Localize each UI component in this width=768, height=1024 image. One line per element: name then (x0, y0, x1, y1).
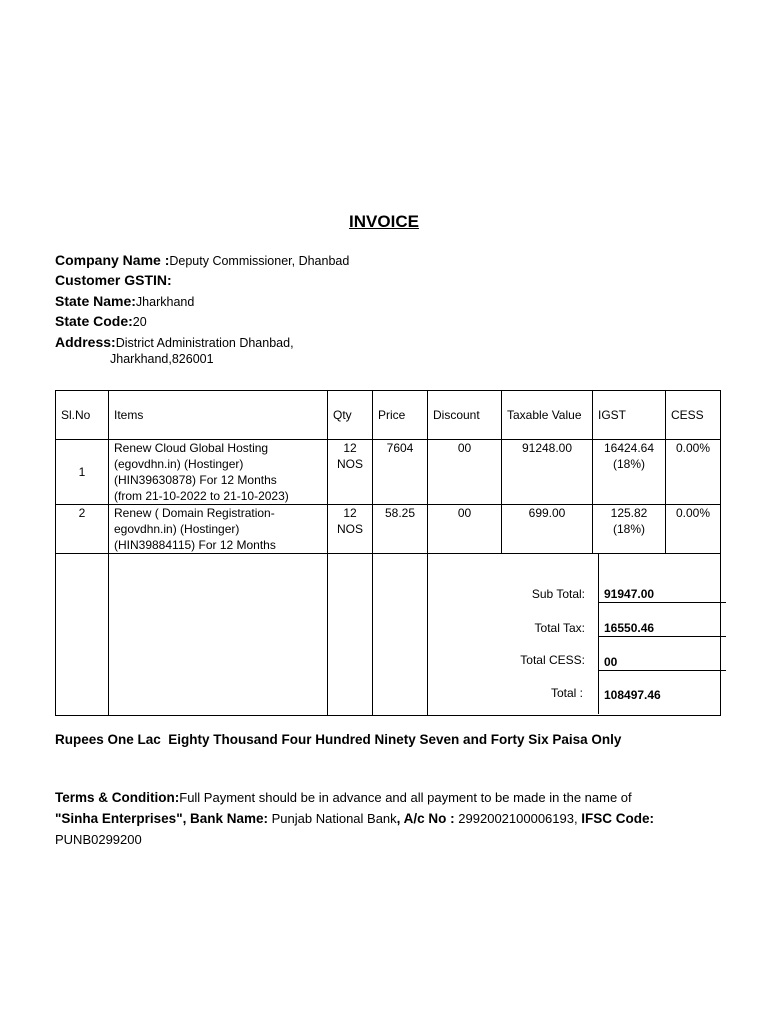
header-qty: Qty (328, 391, 373, 440)
item-line: (from 21-10-2022 to 21-10-2023) (114, 489, 289, 503)
totals-area (428, 554, 721, 716)
row-cess: 0.00% (666, 505, 721, 554)
row-item-description (109, 505, 328, 554)
terms-line-1 (55, 787, 720, 808)
row-discount: 00 (428, 505, 502, 554)
state-name-line (55, 291, 194, 312)
header-items: Items (109, 391, 328, 440)
row-igst (593, 440, 666, 505)
state-code-line (55, 311, 147, 332)
total-value: 108497.46 (604, 688, 661, 702)
qty-value: 12 (343, 506, 357, 520)
header-taxable-value: Taxable Value (502, 391, 593, 440)
header-cess: CESS (666, 391, 721, 440)
row-qty (328, 440, 373, 505)
empty-cell (109, 554, 328, 716)
bank-name-label: Bank Name: (189, 811, 268, 826)
state-code-value: 20 (132, 315, 147, 329)
qty-unit: NOS (336, 522, 363, 536)
qty-unit: NOS (336, 457, 363, 471)
item-line: (HIN39884115) For 12 Months (114, 538, 276, 552)
header-price: Price (373, 391, 428, 440)
state-name-value: Jharkhand (135, 295, 195, 309)
company-name-value: Deputy Commissioner, Dhanbad (169, 254, 350, 268)
totals-container (428, 554, 720, 715)
row-taxable-value: 91248.00 (502, 440, 593, 505)
igst-amount: 16424.64 (603, 441, 655, 455)
totals-values-column (598, 554, 726, 714)
totals-row (56, 554, 721, 716)
empty-cell (56, 554, 109, 716)
address-value-line1: District Administration Dhanbad, (115, 336, 294, 350)
row-price: 58.25 (373, 505, 428, 554)
row-qty (328, 505, 373, 554)
row-cess: 0.00% (666, 440, 721, 505)
header-slno: Sl.No (56, 391, 109, 440)
payee-name: "Sinha Enterprises", (55, 811, 187, 826)
ifsc-code-value: PUNB0299200 (55, 832, 142, 847)
address-value-line2: Jharkhand,826001 (110, 352, 214, 366)
ifsc-code-label: IFSC Code: (581, 811, 654, 826)
total-cess-label: Total CESS: (520, 653, 585, 667)
table-row (56, 440, 721, 505)
divider (599, 670, 726, 671)
igst-rate: (18%) (612, 522, 645, 536)
state-code-label: State Code: (55, 313, 133, 329)
item-line: Renew ( Domain Registration- (114, 506, 275, 520)
item-line: Renew Cloud Global Hosting (114, 441, 269, 455)
item-line: (HIN39630878) For 12 Months (114, 473, 277, 487)
amount-in-words: Rupees One Lac Eighty Thousand Four Hundred Ninety Seven and Forty Six Paisa Only (55, 732, 622, 747)
bank-name-value: Punjab National Bank (271, 811, 397, 826)
table-row (56, 505, 721, 554)
row-taxable-value: 699.00 (502, 505, 593, 554)
company-name-line (55, 250, 349, 271)
total-tax-label: Total Tax: (534, 621, 585, 635)
row-price: 7604 (373, 440, 428, 505)
igst-rate: (18%) (612, 457, 645, 471)
header-igst: IGST (593, 391, 666, 440)
account-number-value: 2992002100006193, (458, 811, 578, 826)
account-number-label: , A/c No : (396, 811, 455, 826)
row-slno: 2 (56, 505, 109, 554)
terms-and-conditions (55, 787, 720, 850)
subtotal-label: Sub Total: (531, 587, 585, 601)
igst-amount: 125.82 (610, 506, 648, 520)
address-label: Address: (55, 334, 116, 350)
terms-text: Full Payment should be in advance and all payment to be made in the name of (179, 790, 632, 805)
item-line: egovdhn.in) (Hostinger) (114, 522, 240, 536)
header-discount: Discount (428, 391, 502, 440)
divider (599, 602, 726, 603)
subtotal-value: 91947.00 (604, 587, 655, 601)
row-discount: 00 (428, 440, 502, 505)
total-tax-value: 16550.46 (604, 621, 655, 635)
state-name-label: State Name: (55, 293, 136, 309)
row-igst (593, 505, 666, 554)
qty-value: 12 (343, 441, 357, 455)
invoice-title: INVOICE (349, 212, 419, 231)
invoice-items-table (55, 390, 721, 716)
total-label: Total : (550, 686, 583, 700)
terms-label: Terms & Condition: (55, 790, 180, 805)
item-line: (egovdhn.in) (Hostinger) (114, 457, 244, 471)
row-slno: 1 (56, 440, 109, 505)
company-name-label: Company Name : (55, 252, 170, 268)
table-header-row (56, 391, 721, 440)
empty-cell (328, 554, 373, 716)
customer-gstin-label: Customer GSTIN: (55, 272, 172, 288)
empty-cell (373, 554, 428, 716)
total-cess-value: 00 (604, 655, 618, 669)
row-item-description (109, 440, 328, 505)
divider (599, 636, 726, 637)
address-line (55, 332, 294, 353)
customer-gstin-line (55, 270, 172, 291)
terms-line-2 (55, 808, 720, 829)
